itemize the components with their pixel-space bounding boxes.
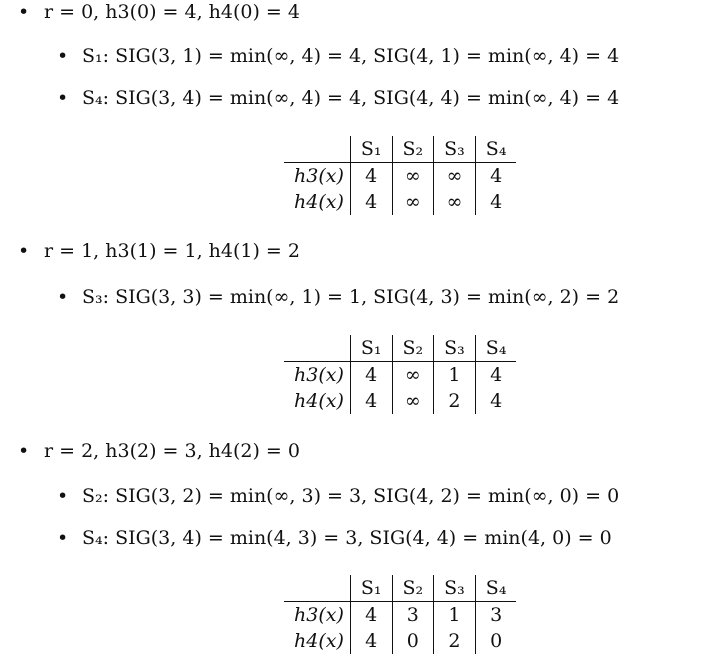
table-row xyxy=(284,388,516,414)
row-label: h3(x) xyxy=(294,604,344,626)
table-cell: ∞ xyxy=(392,362,434,389)
table-cell: 4 xyxy=(350,362,392,389)
bullet-dot: • xyxy=(18,240,30,262)
table-cell: ∞ xyxy=(434,163,476,190)
signature-table-r0 xyxy=(284,136,516,215)
section-heading-r0: r = 0, h3(0) = 4, h4(0) = 4 xyxy=(44,1,300,23)
column-header: S₄ xyxy=(475,575,516,602)
column-header: S₄ xyxy=(475,335,516,362)
table-corner xyxy=(284,335,350,362)
list-item: S₃: SIG(3, 3) = min(∞, 1) = 1, SIG(4, 3) = min(∞, 2) = 2 xyxy=(82,286,620,308)
column-header: S₃ xyxy=(434,136,476,163)
table-cell: 3 xyxy=(475,602,516,629)
row-label: h4(x) xyxy=(294,390,344,412)
column-header: S₂ xyxy=(392,575,434,602)
table-cell: ∞ xyxy=(392,163,434,190)
table-row xyxy=(284,163,516,190)
table-cell: 0 xyxy=(475,628,516,654)
table-cell: ∞ xyxy=(392,189,434,215)
table-row xyxy=(284,189,516,215)
column-header: S₁ xyxy=(350,575,392,602)
table-cell: 4 xyxy=(475,189,516,215)
column-header: S₃ xyxy=(434,575,476,602)
table-row xyxy=(284,628,516,654)
table-corner xyxy=(284,575,350,602)
table-cell: 4 xyxy=(350,602,392,629)
table-cell: ∞ xyxy=(434,189,476,215)
table-cell: 0 xyxy=(392,628,434,654)
table-row xyxy=(284,362,516,389)
list-item: S₁: SIG(3, 1) = min(∞, 4) = 4, SIG(4, 1) = min(∞, 4) = 4 xyxy=(82,45,620,67)
table-cell: 4 xyxy=(350,189,392,215)
column-header: S₁ xyxy=(350,136,392,163)
column-header: S₂ xyxy=(392,335,434,362)
signature-table-r1 xyxy=(284,335,516,414)
bullet-dot: • xyxy=(18,440,30,462)
table-cell: 4 xyxy=(475,388,516,414)
row-label: h4(x) xyxy=(294,191,344,213)
table-cell: 1 xyxy=(434,362,476,389)
bullet-dot: • xyxy=(57,527,69,549)
column-header: S₄ xyxy=(475,136,516,163)
bullet-dot: • xyxy=(57,286,69,308)
list-item: S₄: SIG(3, 4) = min(4, 3) = 3, SIG(4, 4) = min(4, 0) = 0 xyxy=(82,527,612,549)
section-heading-r2: r = 2, h3(2) = 3, h4(2) = 0 xyxy=(44,440,300,462)
table-corner xyxy=(284,136,350,163)
table-cell: ∞ xyxy=(392,388,434,414)
row-label: h3(x) xyxy=(294,364,344,386)
section-heading-r1: r = 1, h3(1) = 1, h4(1) = 2 xyxy=(44,240,300,262)
table-cell: 3 xyxy=(392,602,434,629)
bullet-dot: • xyxy=(18,1,30,23)
table-row xyxy=(284,602,516,629)
table-cell: 4 xyxy=(350,628,392,654)
table-cell: 4 xyxy=(475,163,516,190)
list-item: S₂: SIG(3, 2) = min(∞, 3) = 3, SIG(4, 2) = min(∞, 0) = 0 xyxy=(82,485,620,507)
table-cell: 4 xyxy=(350,388,392,414)
signature-table-r2 xyxy=(284,575,516,654)
table-cell: 2 xyxy=(434,628,476,654)
column-header: S₂ xyxy=(392,136,434,163)
table-cell: 4 xyxy=(475,362,516,389)
column-header: S₁ xyxy=(350,335,392,362)
table-cell: 1 xyxy=(434,602,476,629)
table-cell: 4 xyxy=(350,163,392,190)
row-label: h3(x) xyxy=(294,165,344,187)
bullet-dot: • xyxy=(57,485,69,507)
row-label: h4(x) xyxy=(294,630,344,652)
table-cell: 2 xyxy=(434,388,476,414)
bullet-dot: • xyxy=(57,87,69,109)
column-header: S₃ xyxy=(434,335,476,362)
bullet-dot: • xyxy=(57,45,69,67)
list-item: S₄: SIG(3, 4) = min(∞, 4) = 4, SIG(4, 4) = min(∞, 4) = 4 xyxy=(82,87,620,109)
